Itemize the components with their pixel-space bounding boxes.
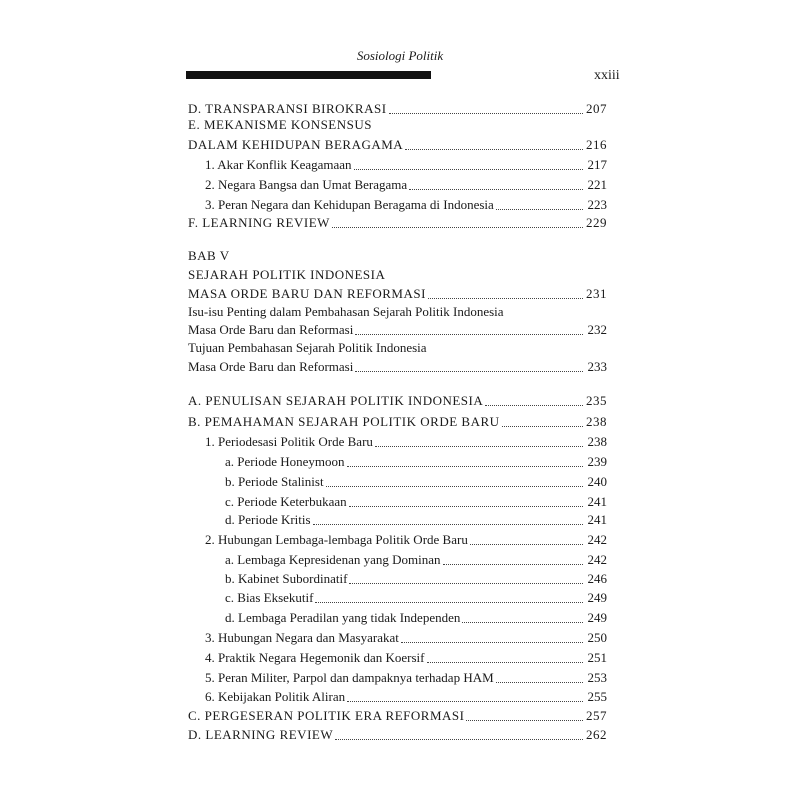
toc-entry: a. Periode Honeymoon 239 [225, 454, 607, 469]
toc-entry: DALAM KEHIDUPAN BERAGAMA 216 [188, 137, 607, 152]
toc-entry: 1. Periodesasi Politik Orde Baru 238 [205, 434, 607, 449]
toc-entry: d. Lembaga Peradilan yang tidak Independen 249 [225, 610, 607, 625]
chapter-label: BAB V [188, 248, 230, 263]
toc-entry: 5. Peran Militer, Parpol dan dampaknya terhadap HAM 253 [205, 670, 607, 685]
toc-entry: 1. Akar Konflik Keagamaan 217 [205, 157, 607, 172]
toc-entry: Masa Orde Baru dan Reformasi 232 [188, 322, 607, 337]
toc-entry: 6. Kebijakan Politik Aliran 255 [205, 689, 607, 704]
toc-entry: b. Kabinet Subordinatif 246 [225, 571, 607, 586]
toc-entry: MASA ORDE BARU DAN REFORMASI 231 [188, 286, 607, 301]
toc-entry: d. Periode Kritis 241 [225, 512, 607, 527]
toc-heading: Isu-isu Penting dalam Pembahasan Sejarah Politik Indonesia [188, 304, 504, 319]
toc-entry: 2. Negara Bangsa dan Umat Beragama 221 [205, 177, 607, 192]
toc-entry: B. PEMAHAMAN SEJARAH POLITIK ORDE BARU 238 [188, 414, 607, 429]
toc-entry: 4. Praktik Negara Hegemonik dan Koersif 251 [205, 650, 607, 665]
toc-heading: Tujuan Pembahasan Sejarah Politik Indonesia [188, 340, 427, 355]
toc-entry: b. Periode Stalinist 240 [225, 474, 607, 489]
toc-entry: 3. Peran Negara dan Kehidupan Beragama di Indonesia 223 [205, 197, 607, 212]
toc-entry: A. PENULISAN SEJARAH POLITIK INDONESIA 235 [188, 393, 607, 408]
toc-heading: E. MEKANISME KONSENSUS [188, 117, 372, 132]
running-header-title: Sosiologi Politik [356, 48, 444, 63]
toc-entry: a. Lembaga Kepresidenan yang Dominan 242 [225, 552, 607, 567]
toc-entry: D. LEARNING REVIEW 262 [188, 727, 607, 742]
toc-entry: F. LEARNING REVIEW 229 [188, 215, 607, 230]
toc-entry: C. PERGESERAN POLITIK ERA REFORMASI 257 [188, 708, 607, 723]
toc-entry: 2. Hubungan Lembaga-lembaga Politik Orde Baru 242 [205, 532, 607, 547]
toc-entry: c. Bias Eksekutif 249 [225, 590, 607, 605]
toc-entry: c. Periode Keterbukaan 241 [225, 494, 607, 509]
chapter-title: SEJARAH POLITIK INDONESIA [188, 267, 386, 282]
page-number: xxiii [594, 68, 620, 83]
toc-entry: D. TRANSPARANSI BIROKRASI 207 [188, 101, 607, 116]
toc-entry: Masa Orde Baru dan Reformasi 233 [188, 359, 607, 374]
toc-entry: 3. Hubungan Negara dan Masyarakat 250 [205, 630, 607, 645]
